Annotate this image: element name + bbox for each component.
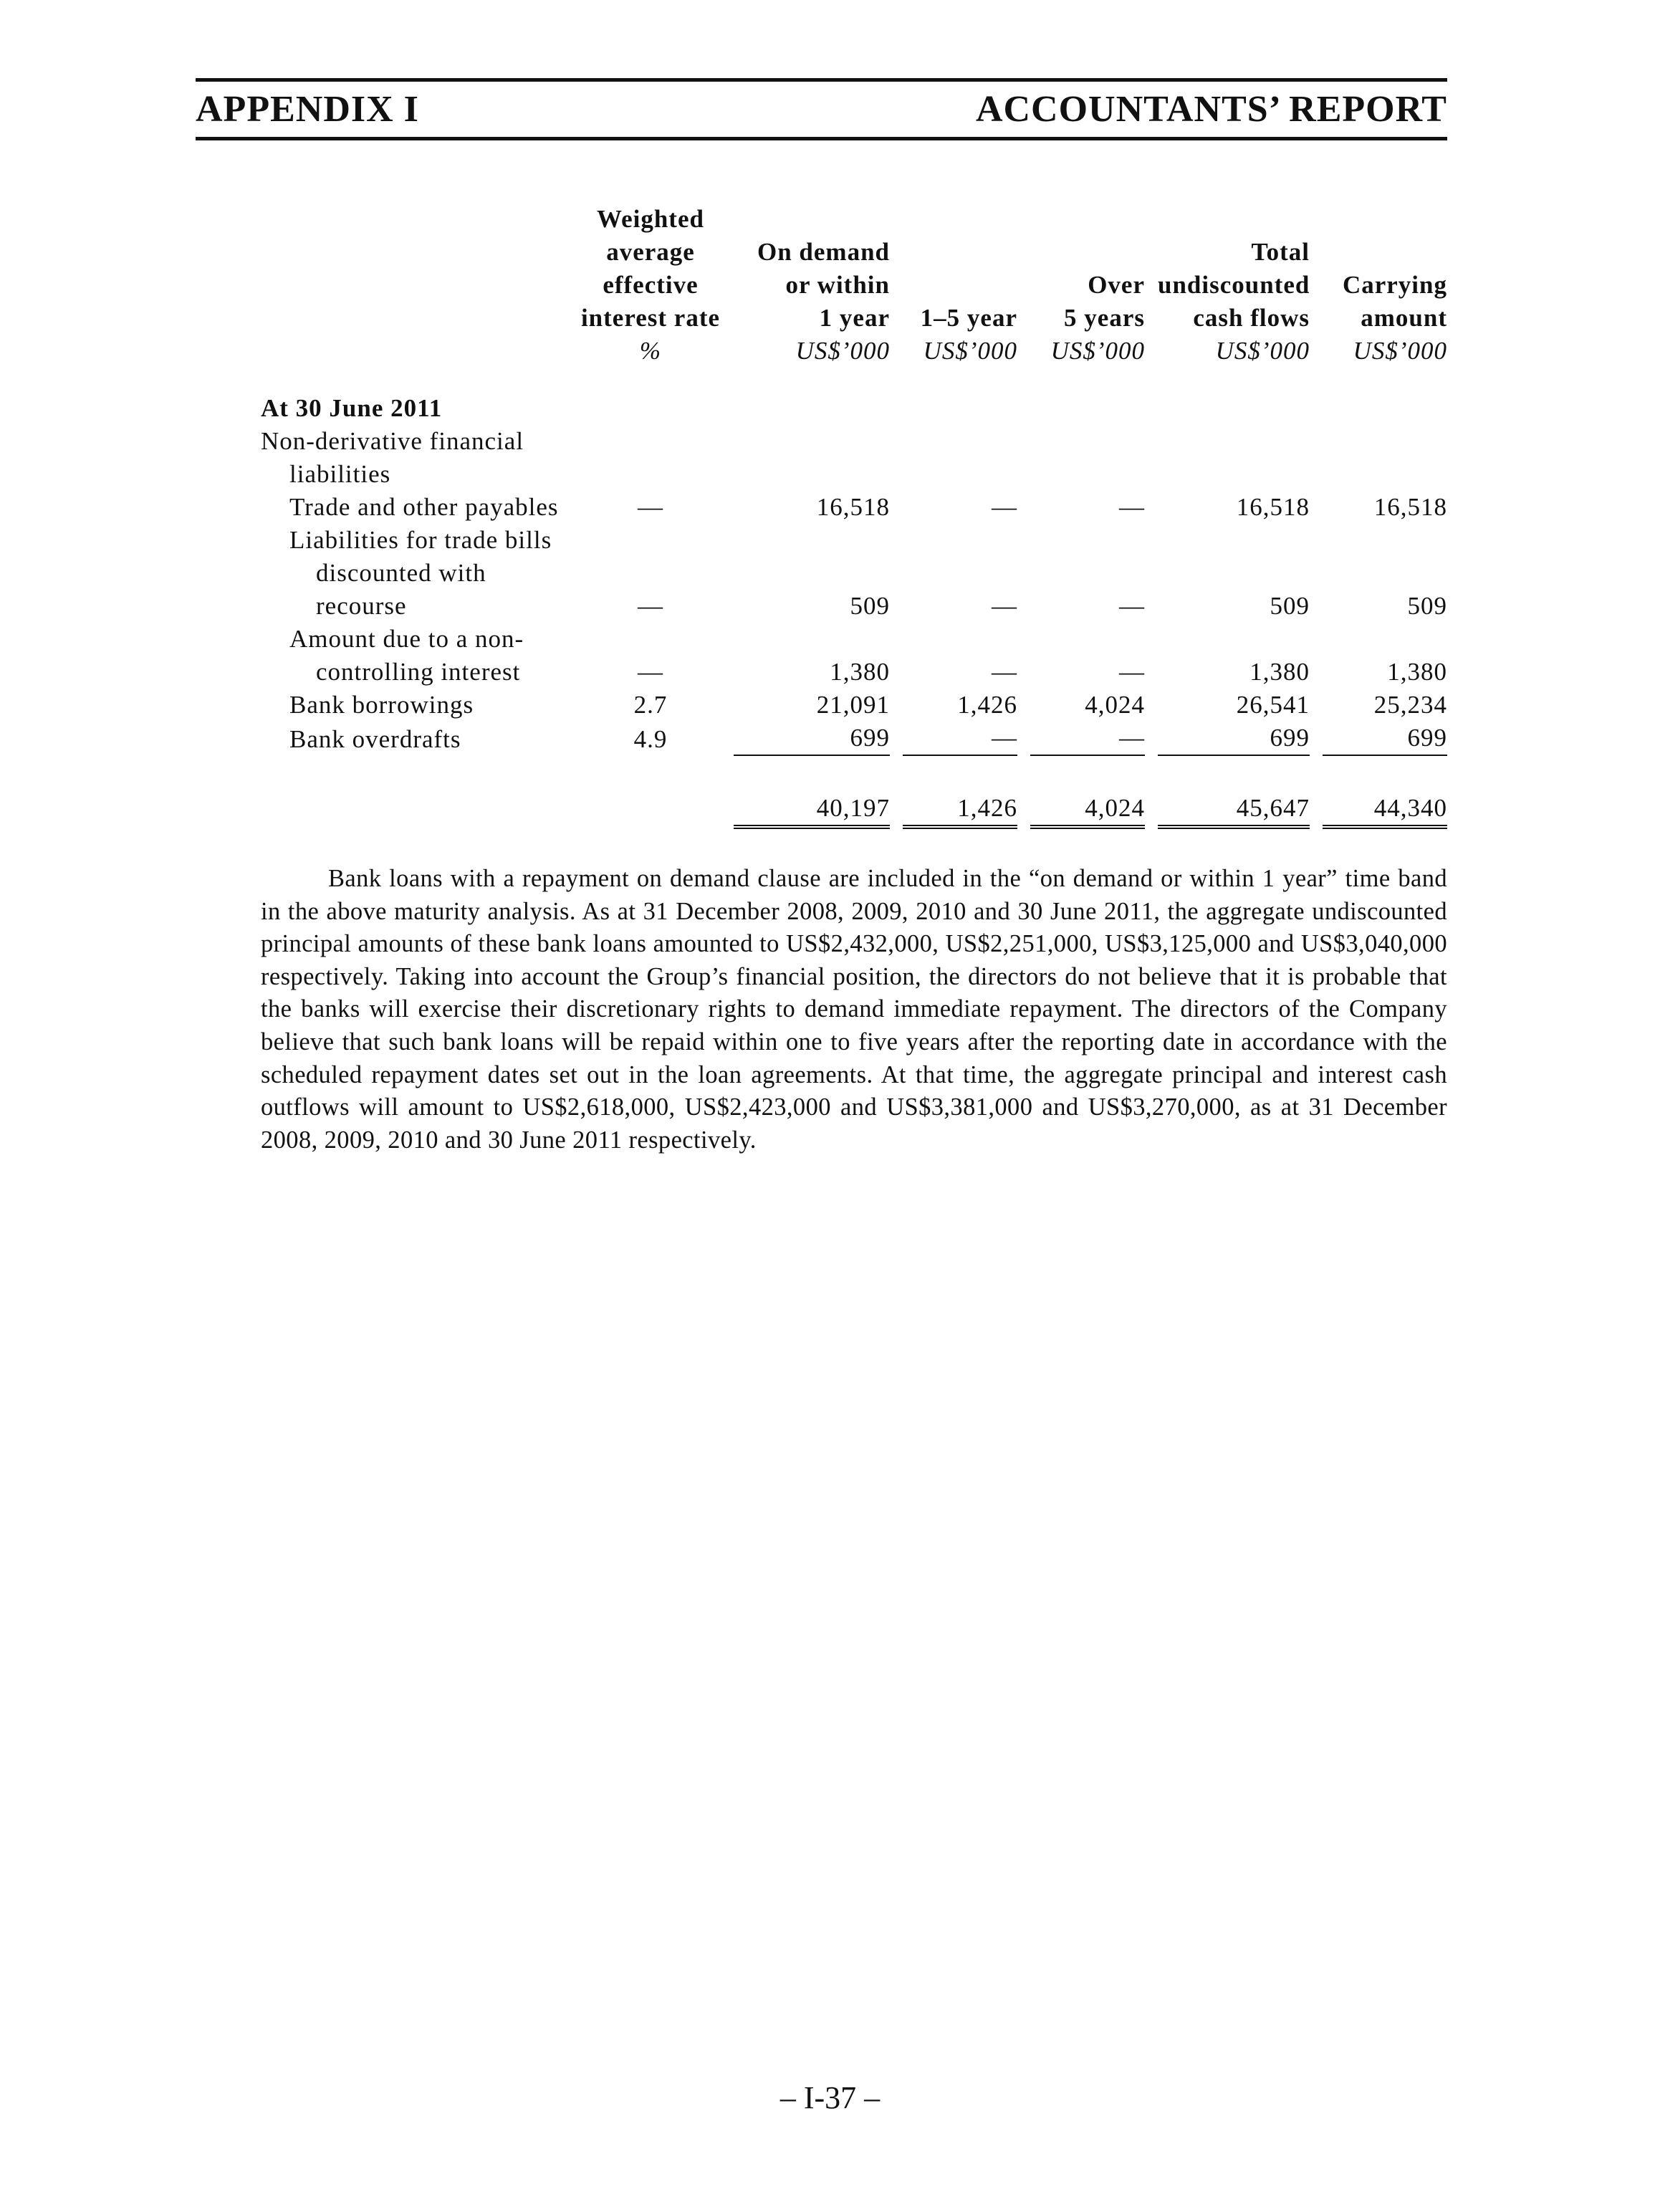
cell-total-undiscounted: 26,541 xyxy=(1236,691,1310,719)
row-label: Trade and other payables xyxy=(289,493,559,521)
cell-carrying-amount: 25,234 xyxy=(1373,691,1447,719)
group-title: Non-derivative financial liabilities xyxy=(261,427,524,488)
col-header-on-demand: On demand or within 1 year xyxy=(757,238,890,332)
page-number: – I-37 – xyxy=(779,2080,881,2115)
unit-usd: US$’000 xyxy=(923,337,1017,365)
cell-total-undiscounted: 509 xyxy=(1270,592,1310,620)
cell-on-demand: 1,380 xyxy=(830,658,890,686)
cell-on-demand: 21,091 xyxy=(816,691,890,719)
col-header-total-undiscounted: Total undiscounted cash flows xyxy=(1158,238,1310,332)
header-top-rule xyxy=(196,78,1447,82)
table-row xyxy=(261,689,1447,722)
row-label: Bank borrowings xyxy=(289,691,474,719)
cell-interest-rate: — xyxy=(638,658,663,686)
cell-carrying-amount: 16,518 xyxy=(1373,493,1447,521)
row-label: Amount due to a non- controlling interest xyxy=(289,625,524,686)
cell-1-5-year: — xyxy=(903,722,1017,756)
unit-usd: US$’000 xyxy=(1215,337,1310,365)
total-1-5-year: 1,426 xyxy=(903,756,1017,829)
total-carrying-amount: 44,340 xyxy=(1323,756,1447,829)
unit-usd: US$’000 xyxy=(1050,337,1145,365)
report-title: ACCOUNTANTS’ REPORT xyxy=(975,89,1447,130)
table-row xyxy=(261,623,1447,689)
group-row xyxy=(261,425,1447,491)
cell-carrying-amount: 1,380 xyxy=(1387,658,1447,686)
table-row xyxy=(261,524,1447,623)
total-undiscounted: 45,647 xyxy=(1158,756,1310,829)
row-label: Liabilities for trade bills discounted with recourse xyxy=(289,526,552,620)
cell-on-demand: 509 xyxy=(850,592,890,620)
table-row xyxy=(261,491,1447,524)
total-row xyxy=(261,756,1447,829)
section-row xyxy=(261,368,1447,425)
cell-over-5-years: 4,024 xyxy=(1085,691,1145,719)
cell-interest-rate: — xyxy=(638,592,663,620)
cell-carrying-amount: 509 xyxy=(1407,592,1447,620)
cell-over-5-years: — xyxy=(1119,493,1145,521)
row-label: Bank overdrafts xyxy=(289,725,461,753)
cell-1-5-year: 1,426 xyxy=(957,691,1017,719)
col-header-1-5-year: 1–5 year xyxy=(920,304,1017,332)
cell-interest-rate: — xyxy=(638,493,663,521)
cell-1-5-year: — xyxy=(992,592,1017,620)
cell-interest-rate: 2.7 xyxy=(633,691,668,719)
section-title: At 30 June 2011 xyxy=(261,394,443,422)
col-header-over-5-years: Over 5 years xyxy=(1064,271,1145,332)
column-header-row xyxy=(261,203,1447,335)
body-paragraph: Bank loans with a repayment on demand clause are included in the “on demand or within 1 year” time band in the above maturity analysis. As at 31 December 2008, 2009, 2010 and 30 June 2011, the aggregate undiscounted principal amounts of these bank loans amounted to US$2,432,000, US$2,251,000, US$3,125,000 and US$3,040,000 respectively. Taking into account the Group’s financial position, the directors do not believe that it is probable that the banks will exercise their discretionary rights to demand immediate repayment. The directors of the Company believe that such bank loans will be repaid within one to five years after the reporting date in accordance with the scheduled repayment dates set out in the loan agreements. At that time, the aggregate principal and interest cash outflows will amount to US$2,618,000, US$2,423,000 and US$3,381,000 and US$3,270,000, as at 31 December 2008, 2009, 2010 and 30 June 2011 respectively. xyxy=(261,865,1447,1154)
unit-percent: % xyxy=(639,337,662,365)
cell-interest-rate: 4.9 xyxy=(633,725,668,753)
cell-over-5-years: — xyxy=(1119,658,1145,686)
cell-total-undiscounted: 1,380 xyxy=(1249,658,1310,686)
col-header-interest-rate: Weighted average effective interest rate xyxy=(580,205,721,332)
cell-1-5-year: — xyxy=(992,658,1017,686)
col-header-carrying-amount: Carrying amount xyxy=(1342,271,1447,332)
cell-total-undiscounted: 699 xyxy=(1158,722,1310,756)
maturity-analysis-table xyxy=(261,203,1447,829)
cell-on-demand: 16,518 xyxy=(816,493,890,521)
unit-usd: US$’000 xyxy=(795,337,890,365)
header-bottom-rule xyxy=(196,137,1447,140)
total-on-demand: 40,197 xyxy=(734,756,890,829)
cell-total-undiscounted: 16,518 xyxy=(1236,493,1310,521)
total-over-5-years: 4,024 xyxy=(1030,756,1145,829)
cell-over-5-years: — xyxy=(1030,722,1145,756)
unit-usd: US$’000 xyxy=(1353,337,1447,365)
table-row xyxy=(261,722,1447,756)
appendix-title: APPENDIX I xyxy=(196,89,419,130)
cell-over-5-years: — xyxy=(1119,592,1145,620)
cell-carrying-amount: 699 xyxy=(1323,722,1447,756)
unit-row xyxy=(261,335,1447,368)
cell-1-5-year: — xyxy=(992,493,1017,521)
cell-on-demand: 699 xyxy=(734,722,890,756)
